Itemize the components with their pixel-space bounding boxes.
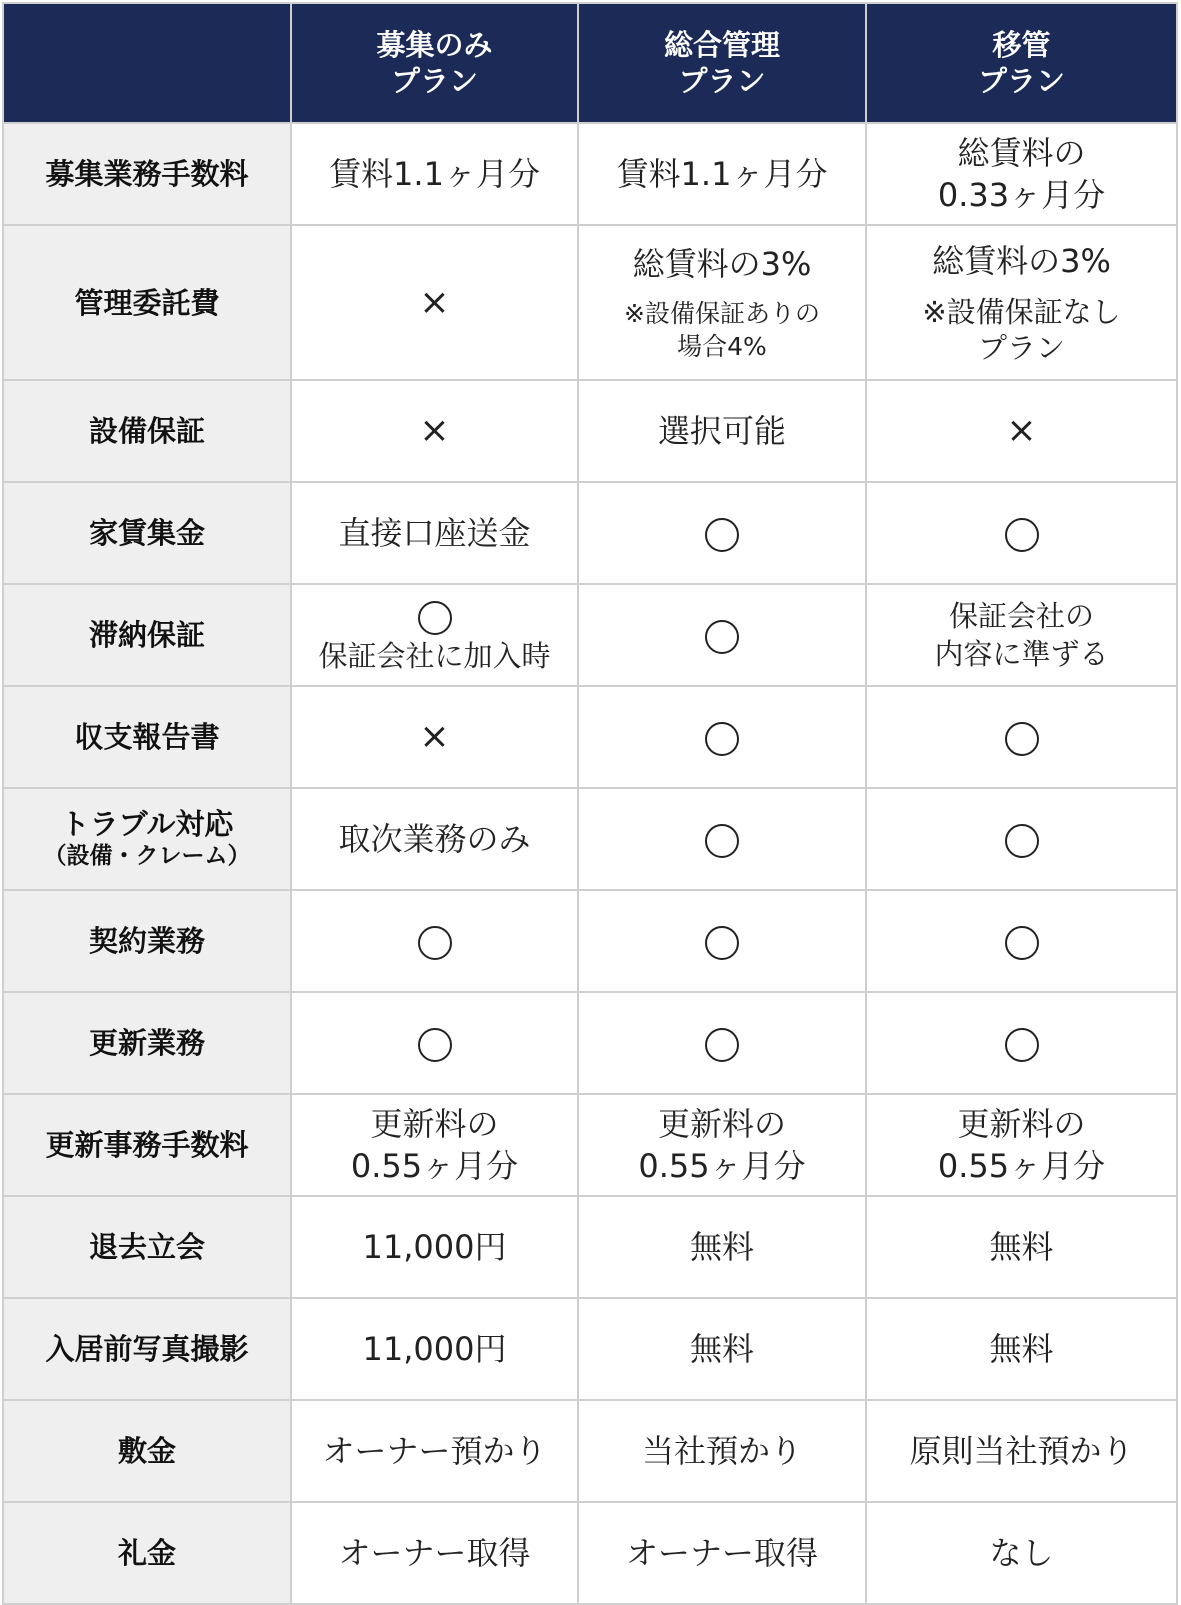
cross-mark: ×	[419, 281, 450, 323]
table-cell	[866, 992, 1177, 1094]
cell-text: 賃料1.1ヶ月分	[329, 155, 540, 193]
table-cell	[578, 992, 866, 1094]
row-label: 契約業務	[3, 890, 291, 992]
cell-text: オーナー預かり	[322, 1432, 547, 1470]
cell-text: 0.55ヶ月分	[638, 1147, 806, 1185]
row-label: 設備保証	[3, 380, 291, 482]
cell-text: 取次業務のみ	[338, 820, 531, 858]
row-label-text: トラブル対応	[60, 807, 234, 841]
table-cell	[291, 123, 578, 225]
table-row	[3, 992, 1177, 1094]
table-cell	[866, 890, 1177, 992]
table-row	[3, 380, 1177, 482]
cell-note: 保証会社に加入時	[318, 639, 551, 673]
cell-text: 0.33ヶ月分	[937, 176, 1106, 214]
table-cell	[578, 890, 866, 992]
table-cell	[866, 788, 1177, 890]
cell-note: ※設備保証なし	[922, 294, 1121, 329]
circle-mark	[705, 518, 739, 552]
cell-text: 無料	[989, 1330, 1054, 1368]
table-row	[3, 1196, 1177, 1298]
table-cell	[578, 1502, 866, 1604]
table-cell	[578, 1298, 866, 1400]
row-label: 滞納保証	[3, 584, 291, 686]
table-cell	[866, 1196, 1177, 1298]
table-cell	[291, 686, 578, 788]
table-row	[3, 1094, 1177, 1196]
header-text: 募集のみ	[376, 28, 493, 62]
circle-mark	[705, 722, 739, 756]
cell-text: 更新料の	[370, 1105, 499, 1143]
row-label: 敷金	[3, 1400, 291, 1502]
cell-note: ※設備保証ありの	[624, 298, 820, 328]
cell-text: 0.55ヶ月分	[937, 1147, 1106, 1185]
header-text: プラン	[390, 64, 478, 98]
cell-text: 更新料の	[957, 1105, 1086, 1143]
header-text: 移管	[992, 28, 1051, 62]
cell-text: 原則当社預かり	[909, 1432, 1134, 1470]
cross-mark: ×	[419, 716, 450, 757]
table-row	[3, 1298, 1177, 1400]
row-label: 管理委託費	[3, 225, 291, 380]
circle-mark	[705, 1028, 739, 1062]
table-cell	[291, 482, 578, 584]
cell-text: 無料	[989, 1228, 1054, 1266]
circle-mark	[418, 926, 452, 960]
row-label	[3, 788, 291, 890]
table-cell	[291, 1502, 578, 1604]
table-cell	[291, 890, 578, 992]
cell-text: 内容に準ずる	[934, 637, 1109, 671]
table-row	[3, 890, 1177, 992]
header-recruit-only-plan	[291, 3, 578, 123]
circle-mark	[1005, 722, 1039, 756]
cell-text: 賃料1.1ヶ月分	[616, 155, 828, 193]
table-cell	[578, 788, 866, 890]
cell-text: 当社預かり	[641, 1432, 802, 1470]
table-cell	[866, 225, 1177, 380]
table-cell	[578, 482, 866, 584]
row-sublabel: （設備・クレーム）	[43, 843, 251, 869]
row-label: 更新業務	[3, 992, 291, 1094]
header-total-management-plan	[578, 3, 866, 123]
table-cell	[291, 788, 578, 890]
cell-text: オーナー取得	[625, 1534, 818, 1572]
table-cell	[866, 1094, 1177, 1196]
table-cell	[291, 1298, 578, 1400]
table-cell	[291, 584, 578, 686]
cell-text: なし	[989, 1534, 1054, 1572]
table-cell	[866, 1298, 1177, 1400]
cell-text: 保証会社の	[948, 599, 1094, 633]
table-cell	[291, 1094, 578, 1196]
table-cell	[578, 1196, 866, 1298]
cell-text: 選択可能	[657, 412, 786, 450]
table-cell	[578, 1400, 866, 1502]
table-cell	[578, 584, 866, 686]
header-transfer-plan	[866, 3, 1177, 123]
cross-mark: ×	[1006, 410, 1037, 451]
cell-text: オーナー取得	[338, 1534, 531, 1572]
cell-text: 11,000円	[362, 1330, 507, 1368]
table-cell	[866, 1502, 1177, 1604]
circle-mark	[705, 926, 739, 960]
table-row	[3, 123, 1177, 225]
cell-text: 総賃料の3%	[632, 244, 812, 283]
row-label: 収支報告書	[3, 686, 291, 788]
table-row	[3, 482, 1177, 584]
circle-mark	[1005, 518, 1039, 552]
header-text: 総合管理	[663, 28, 780, 62]
table-cell	[578, 686, 866, 788]
table-row	[3, 225, 1177, 380]
table-cell	[291, 380, 578, 482]
table-cell	[291, 992, 578, 1094]
circle-mark	[1005, 1028, 1039, 1062]
table-cell	[578, 123, 866, 225]
cell-text: 更新料の	[657, 1105, 786, 1143]
table-cell	[291, 1400, 578, 1502]
cell-text: 無料	[689, 1228, 754, 1266]
header-row	[3, 3, 1177, 123]
circle-mark	[705, 620, 739, 654]
table-cell	[866, 380, 1177, 482]
circle-mark	[1005, 824, 1039, 858]
row-label: 更新事務手数料	[3, 1094, 291, 1196]
table-cell	[578, 225, 866, 380]
cell-text: 総賃料の	[957, 134, 1086, 172]
table-row	[3, 686, 1177, 788]
cell-text: 無料	[689, 1330, 754, 1368]
row-label: 家賃集金	[3, 482, 291, 584]
cell-text: 直接口座送金	[338, 514, 531, 552]
circle-mark	[705, 824, 739, 858]
circle-mark	[418, 601, 452, 635]
cell-text: 総賃料の3%	[932, 241, 1111, 280]
table-cell	[291, 225, 578, 380]
table-cell	[866, 1400, 1177, 1502]
cell-note: 場合4%	[677, 331, 767, 361]
table-cell	[578, 380, 866, 482]
cell-text: 0.55ヶ月分	[350, 1147, 519, 1185]
table-row	[3, 1400, 1177, 1502]
header-text: プラン	[977, 64, 1065, 98]
header-text: プラン	[678, 64, 766, 98]
table-row	[3, 788, 1177, 890]
row-label: 礼金	[3, 1502, 291, 1604]
circle-mark	[1005, 926, 1039, 960]
table-cell	[866, 482, 1177, 584]
table-cell	[866, 584, 1177, 686]
cell-note: プラン	[977, 330, 1065, 365]
row-label: 退去立会	[3, 1196, 291, 1298]
plan-comparison-table	[2, 2, 1178, 1605]
header-corner	[3, 3, 291, 123]
table-cell	[578, 1094, 866, 1196]
table-cell	[866, 686, 1177, 788]
table-row	[3, 1502, 1177, 1604]
cross-mark: ×	[419, 410, 450, 451]
table-cell	[866, 123, 1177, 225]
circle-mark	[418, 1028, 452, 1062]
row-label: 入居前写真撮影	[3, 1298, 291, 1400]
cell-text: 11,000円	[362, 1228, 507, 1266]
table-cell	[291, 1196, 578, 1298]
table-row	[3, 584, 1177, 686]
row-label: 募集業務手数料	[3, 123, 291, 225]
